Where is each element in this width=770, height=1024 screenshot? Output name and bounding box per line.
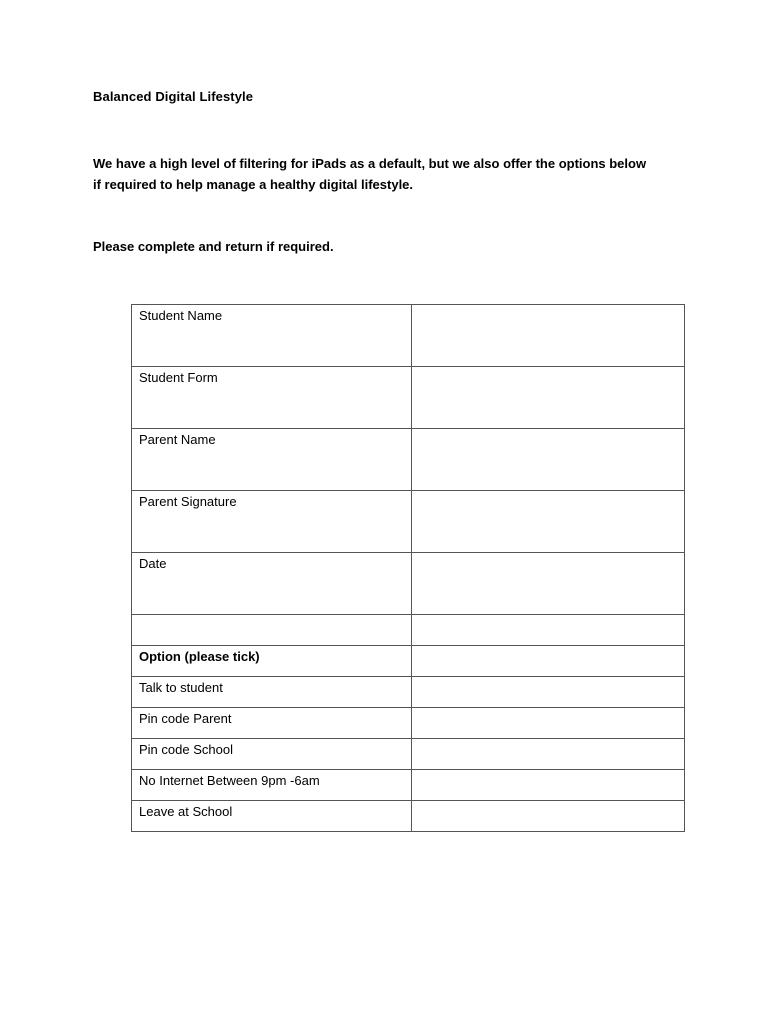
option-label: No Internet Between 9pm -6am <box>139 773 320 788</box>
option-label: Pin code School <box>139 742 233 757</box>
intro-paragraph <box>93 153 693 195</box>
form-label-cell <box>132 367 412 429</box>
form-row-student-name <box>132 305 685 367</box>
option-tick-cell[interactable] <box>412 770 685 801</box>
option-tick-cell[interactable] <box>412 708 685 739</box>
options-header: Option (please tick) <box>139 649 260 664</box>
option-label: Pin code Parent <box>139 711 232 726</box>
form-label-cell <box>132 739 412 770</box>
form-label-cell <box>132 770 412 801</box>
parent-signature-label: Parent Signature <box>139 494 237 509</box>
form-row-date <box>132 553 685 615</box>
form-label-cell <box>132 646 412 677</box>
form-label-cell <box>132 429 412 491</box>
student-form-label: Student Form <box>139 370 218 385</box>
blank-cell <box>412 615 685 646</box>
intro-line: if required to help manage a healthy digital lifestyle. <box>93 177 414 192</box>
option-tick-cell[interactable] <box>412 739 685 770</box>
form-label-cell <box>132 677 412 708</box>
form-label-cell <box>132 491 412 553</box>
date-field[interactable] <box>412 553 685 615</box>
option-row-pin-code-parent <box>132 708 685 739</box>
form-row-spacer <box>132 615 685 646</box>
form-row-parent-name <box>132 429 685 491</box>
parent-name-label: Parent Name <box>139 432 216 447</box>
student-form-field[interactable] <box>412 367 685 429</box>
option-row-no-internet <box>132 770 685 801</box>
parent-name-field[interactable] <box>412 429 685 491</box>
document-title: Balanced Digital Lifestyle <box>93 89 254 104</box>
form-row-student-form <box>132 367 685 429</box>
instruction-text: Please complete and return if required. <box>93 239 334 254</box>
blank-cell <box>412 646 685 677</box>
blank-cell <box>132 615 412 646</box>
form-row-options-header <box>132 646 685 677</box>
consent-form-table <box>131 304 685 832</box>
option-tick-cell[interactable] <box>412 801 685 832</box>
form-label-cell <box>132 708 412 739</box>
form-label-cell <box>132 305 412 367</box>
student-name-label: Student Name <box>139 308 223 323</box>
option-label: Leave at School <box>139 804 233 819</box>
intro-line: We have a high level of filtering for iPads as a default, but we also offer the options below <box>93 156 647 171</box>
student-name-field[interactable] <box>412 305 685 367</box>
form-row-parent-signature <box>132 491 685 553</box>
form-label-cell <box>132 801 412 832</box>
form-label-cell <box>132 553 412 615</box>
option-label: Talk to student <box>139 680 223 695</box>
option-tick-cell[interactable] <box>412 677 685 708</box>
option-row-talk-to-student <box>132 677 685 708</box>
date-label: Date <box>139 556 167 571</box>
parent-signature-field[interactable] <box>412 491 685 553</box>
option-row-leave-at-school <box>132 801 685 832</box>
option-row-pin-code-school <box>132 739 685 770</box>
